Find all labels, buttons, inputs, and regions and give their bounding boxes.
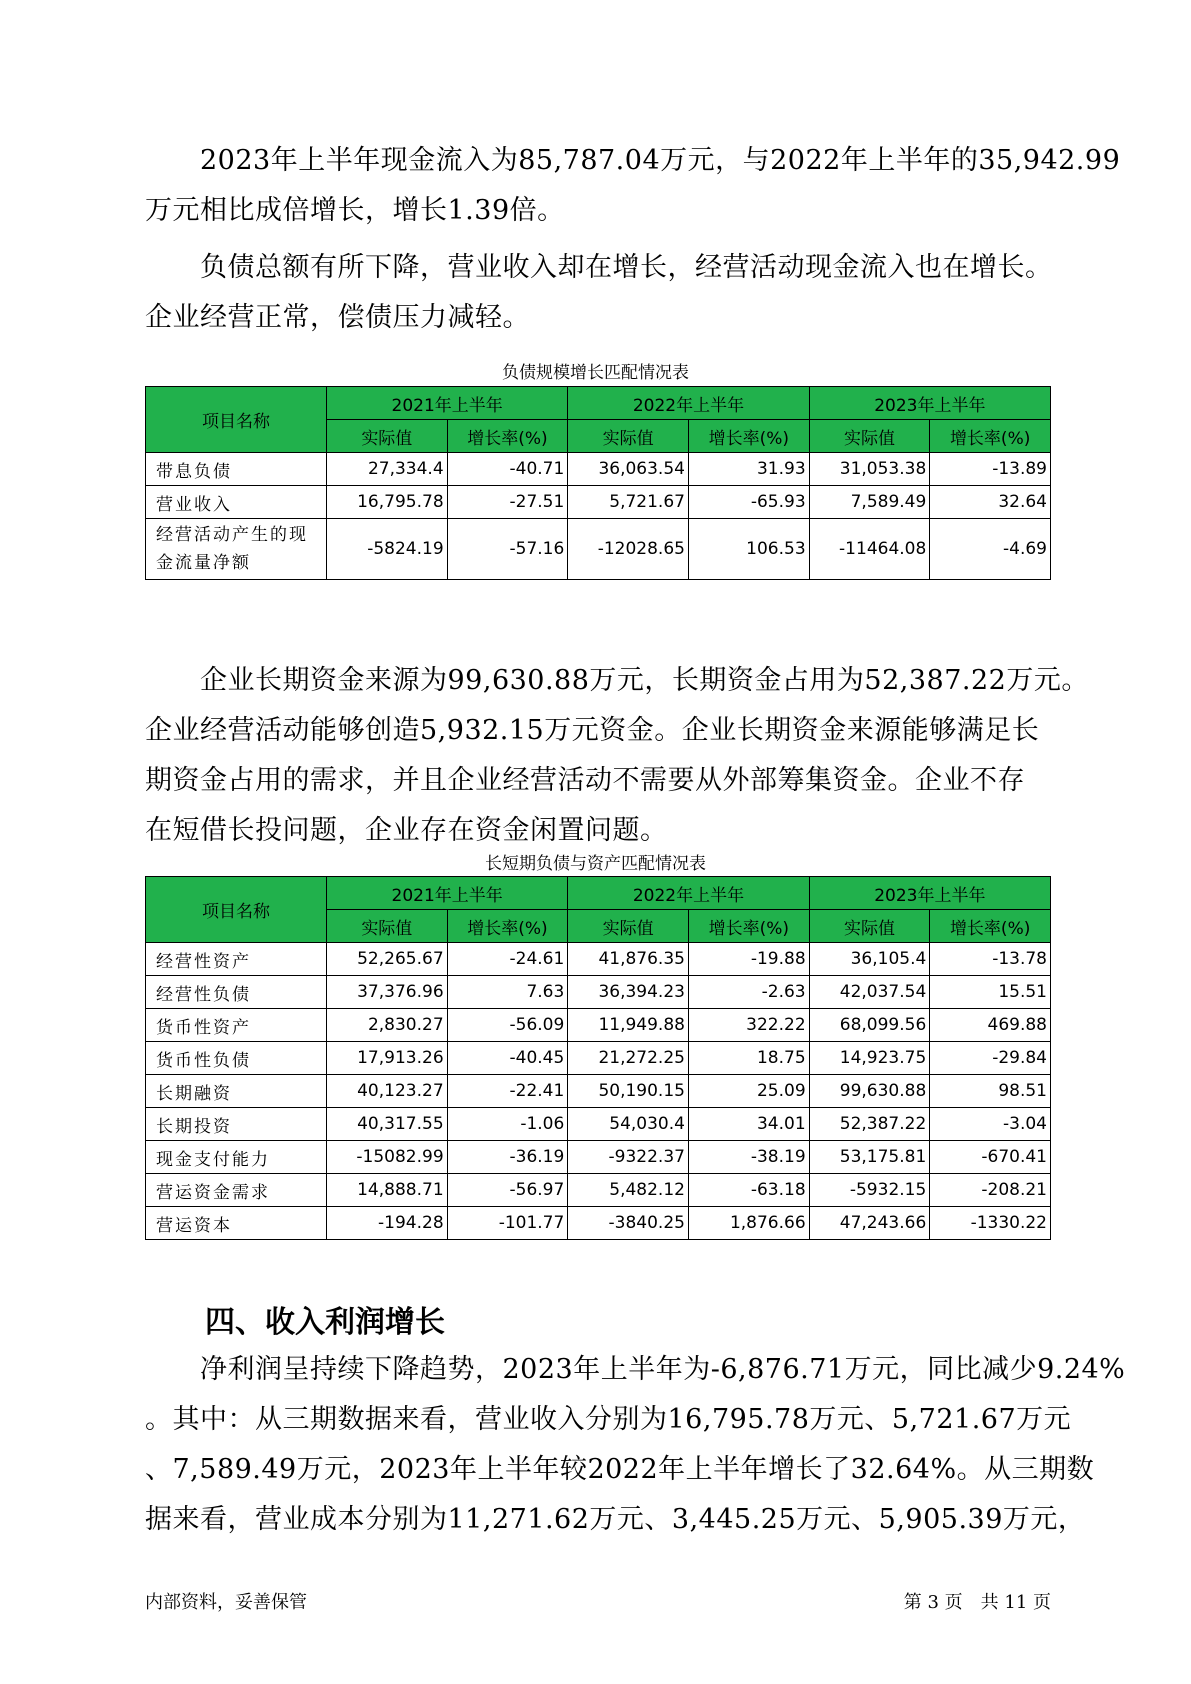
header-actual: 实际值	[326, 910, 447, 943]
cell-actual-2022: 36,394.23	[568, 976, 689, 1009]
header-period-2022: 2022年上半年	[568, 877, 809, 910]
cell-growth-2021: -22.41	[447, 1075, 568, 1108]
paragraph-line: 万元相比成倍增长，增长1.39倍。	[145, 195, 565, 226]
cell-growth-2023: -1330.22	[930, 1207, 1051, 1240]
header-actual: 实际值	[809, 910, 930, 943]
row-label: 长期融资	[146, 1075, 327, 1108]
header-actual: 实际值	[326, 420, 447, 453]
cell-actual-2021: 14,888.71	[326, 1174, 447, 1207]
cell-actual-2022: 5,482.12	[568, 1174, 689, 1207]
row-label-line: 经营活动产生的现	[156, 525, 308, 545]
header-growth: 增长率(%)	[930, 910, 1051, 943]
section-heading: 四、收入利润增长	[205, 1305, 445, 1340]
paragraph-line: 负债总额有所下降，营业收入却在增长，经营活动现金流入也在增长。	[200, 252, 1053, 283]
footer-confidential-note: 内部资料，妥善保管	[145, 1592, 307, 1613]
cell-growth-2023: -13.89	[930, 453, 1051, 486]
cell-growth-2023: -3.04	[930, 1108, 1051, 1141]
paragraph-line: 企业长期资金来源为99,630.88万元，长期资金占用为52,387.22万元。	[200, 665, 1089, 696]
header-period-2023: 2023年上半年	[809, 387, 1050, 420]
header-growth: 增长率(%)	[688, 910, 809, 943]
cell-actual-2023: 7,589.49	[809, 486, 930, 519]
header-period-2021: 2021年上半年	[326, 877, 567, 910]
cell-growth-2023: -670.41	[930, 1141, 1051, 1174]
cell-growth-2023: 98.51	[930, 1075, 1051, 1108]
cell-actual-2023: -5932.15	[809, 1174, 930, 1207]
cell-actual-2023: -11464.08	[809, 519, 930, 580]
row-label: 货币性资产	[146, 1009, 327, 1042]
paragraph-line: 。其中：从三期数据来看，营业收入分别为16,795.78万元、5,721.67万元	[145, 1404, 1072, 1435]
cell-growth-2022: 106.53	[688, 519, 809, 580]
cell-actual-2022: 11,949.88	[568, 1009, 689, 1042]
header-growth: 增长率(%)	[688, 420, 809, 453]
table2-body	[146, 943, 1051, 1240]
header-growth: 增长率(%)	[447, 420, 568, 453]
row-label: 货币性负债	[146, 1042, 327, 1075]
paragraph-long-term-funds	[145, 656, 1089, 856]
cell-growth-2023: -208.21	[930, 1174, 1051, 1207]
cell-actual-2023: 52,387.22	[809, 1108, 930, 1141]
cell-growth-2021: -57.16	[447, 519, 568, 580]
table-row	[146, 1174, 1051, 1207]
header-period-2021: 2021年上半年	[326, 387, 567, 420]
paragraph-debt-summary	[145, 243, 1065, 343]
paragraph-line: 企业经营活动能够创造5,932.15万元资金。企业长期资金来源能够满足长	[145, 715, 1040, 746]
cell-actual-2022: 36,063.54	[568, 453, 689, 486]
paragraph-profit	[145, 1345, 1126, 1545]
row-label: 营业收入	[146, 486, 327, 519]
paragraph-cash-inflow	[145, 136, 1121, 236]
row-label	[146, 519, 327, 580]
cell-growth-2022: -38.19	[688, 1141, 809, 1174]
header-item-name: 项目名称	[146, 387, 327, 453]
paragraph-line: 据来看，营业成本分别为11,271.62万元、3,445.25万元、5,905.39万元，	[145, 1504, 1086, 1535]
header-actual: 实际值	[809, 420, 930, 453]
table-row	[146, 1075, 1051, 1108]
cell-growth-2021: -40.71	[447, 453, 568, 486]
table-row	[146, 1042, 1051, 1075]
table-row	[146, 1141, 1051, 1174]
cell-growth-2023: 15.51	[930, 976, 1051, 1009]
cell-actual-2022: 50,190.15	[568, 1075, 689, 1108]
table-row	[146, 943, 1051, 976]
row-label: 营运资本	[146, 1207, 327, 1240]
cell-growth-2022: 34.01	[688, 1108, 809, 1141]
cell-actual-2021: 52,265.67	[326, 943, 447, 976]
cell-growth-2021: -27.51	[447, 486, 568, 519]
cell-actual-2023: 42,037.54	[809, 976, 930, 1009]
cell-growth-2022: -2.63	[688, 976, 809, 1009]
cell-actual-2023: 36,105.4	[809, 943, 930, 976]
cell-actual-2022: 5,721.67	[568, 486, 689, 519]
cell-actual-2021: 40,123.27	[326, 1075, 447, 1108]
row-label-line: 金流量净额	[156, 553, 251, 573]
cell-growth-2023: -4.69	[930, 519, 1051, 580]
cell-actual-2023: 99,630.88	[809, 1075, 930, 1108]
cell-growth-2021: -1.06	[447, 1108, 568, 1141]
row-label: 长期投资	[146, 1108, 327, 1141]
table-row	[146, 1108, 1051, 1141]
table1-caption: 负债规模增长匹配情况表	[502, 363, 689, 383]
header-actual: 实际值	[568, 910, 689, 943]
cell-actual-2021: -194.28	[326, 1207, 447, 1240]
table-row	[146, 976, 1051, 1009]
cell-actual-2022: -12028.65	[568, 519, 689, 580]
row-label: 经营性资产	[146, 943, 327, 976]
header-actual: 实际值	[568, 420, 689, 453]
paragraph-line: 企业经营正常，偿债压力减轻。	[145, 302, 530, 333]
cell-actual-2021: 27,334.4	[326, 453, 447, 486]
cell-growth-2021: -56.09	[447, 1009, 568, 1042]
table-row	[146, 1009, 1051, 1042]
cell-growth-2022: 31.93	[688, 453, 809, 486]
cell-actual-2021: 2,830.27	[326, 1009, 447, 1042]
table-row	[146, 519, 1051, 580]
cell-growth-2022: -19.88	[688, 943, 809, 976]
cell-growth-2022: 25.09	[688, 1075, 809, 1108]
cell-actual-2023: 53,175.81	[809, 1141, 930, 1174]
table-row	[146, 1207, 1051, 1240]
cell-growth-2023: 32.64	[930, 486, 1051, 519]
row-label: 现金支付能力	[146, 1141, 327, 1174]
cell-actual-2023: 31,053.38	[809, 453, 930, 486]
cell-growth-2023: 469.88	[930, 1009, 1051, 1042]
row-label: 经营性负债	[146, 976, 327, 1009]
header-period-2023: 2023年上半年	[809, 877, 1050, 910]
row-label: 带息负债	[146, 453, 327, 486]
paragraph-line: 2023年上半年现金流入为85,787.04万元，与2022年上半年的35,942.99	[200, 145, 1121, 176]
cell-actual-2021: 37,376.96	[326, 976, 447, 1009]
asset-liability-match-table	[145, 876, 1051, 1240]
header-period-2022: 2022年上半年	[568, 387, 809, 420]
table-row	[146, 453, 1051, 486]
table-row	[146, 486, 1051, 519]
cell-growth-2022: 1,876.66	[688, 1207, 809, 1240]
header-item-name: 项目名称	[146, 877, 327, 943]
cell-actual-2021: -5824.19	[326, 519, 447, 580]
cell-growth-2021: -36.19	[447, 1141, 568, 1174]
cell-actual-2022: -9322.37	[568, 1141, 689, 1174]
row-label: 营运资金需求	[146, 1174, 327, 1207]
cell-actual-2022: 41,876.35	[568, 943, 689, 976]
cell-growth-2021: -101.77	[447, 1207, 568, 1240]
paragraph-line: 、7,589.49万元，2023年上半年较2022年上半年增长了32.64%。从三期数	[145, 1454, 1095, 1485]
cell-actual-2023: 68,099.56	[809, 1009, 930, 1042]
paragraph-line: 在短借长投问题，企业存在资金闲置问题。	[145, 815, 668, 846]
cell-growth-2021: -40.45	[447, 1042, 568, 1075]
cell-growth-2021: -56.97	[447, 1174, 568, 1207]
cell-growth-2023: -13.78	[930, 943, 1051, 976]
cell-actual-2021: 40,317.55	[326, 1108, 447, 1141]
cell-actual-2022: -3840.25	[568, 1207, 689, 1240]
cell-actual-2023: 47,243.66	[809, 1207, 930, 1240]
header-growth: 增长率(%)	[930, 420, 1051, 453]
cell-growth-2022: -65.93	[688, 486, 809, 519]
debt-scale-table	[145, 386, 1051, 580]
cell-growth-2022: 18.75	[688, 1042, 809, 1075]
cell-actual-2021: 17,913.26	[326, 1042, 447, 1075]
cell-actual-2022: 54,030.4	[568, 1108, 689, 1141]
cell-actual-2021: 16,795.78	[326, 486, 447, 519]
paragraph-line: 期资金占用的需求，并且企业经营活动不需要从外部筹集资金。企业不存	[145, 765, 1025, 796]
cell-actual-2021: -15082.99	[326, 1141, 447, 1174]
table2-caption: 长短期负债与资产匹配情况表	[485, 854, 706, 874]
cell-actual-2023: 14,923.75	[809, 1042, 930, 1075]
cell-growth-2021: 7.63	[447, 976, 568, 1009]
footer-page-number: 第 3 页 共 11 页	[903, 1592, 1051, 1613]
cell-actual-2022: 21,272.25	[568, 1042, 689, 1075]
cell-growth-2021: -24.61	[447, 943, 568, 976]
cell-growth-2022: 322.22	[688, 1009, 809, 1042]
paragraph-line: 净利润呈持续下降趋势，2023年上半年为-6,876.71万元，同比减少9.24%	[200, 1354, 1126, 1385]
cell-growth-2023: -29.84	[930, 1042, 1051, 1075]
header-growth: 增长率(%)	[447, 910, 568, 943]
cell-growth-2022: -63.18	[688, 1174, 809, 1207]
